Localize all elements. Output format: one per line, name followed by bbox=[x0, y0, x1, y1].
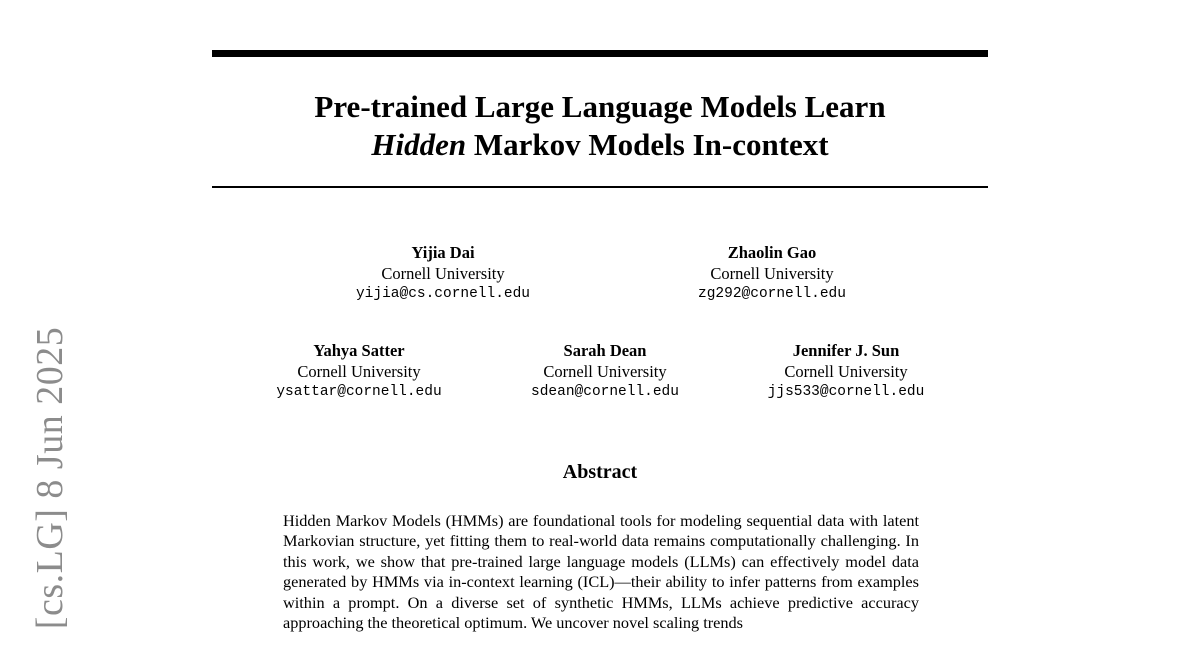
title-line-2-rest: Markov Models In-context bbox=[466, 127, 829, 162]
author-block bbox=[716, 340, 976, 403]
author-affiliation: Cornell University bbox=[297, 362, 421, 381]
author-name: Yijia Dai bbox=[411, 243, 475, 262]
title-top-rule bbox=[212, 50, 988, 57]
author-name: Sarah Dean bbox=[563, 341, 647, 360]
title-line-2 bbox=[212, 126, 988, 164]
author-affiliation: Cornell University bbox=[710, 264, 834, 283]
author-affiliation: Cornell University bbox=[784, 362, 908, 381]
author-email[interactable]: jjs533@cornell.edu bbox=[767, 384, 925, 400]
arxiv-stamp: [cs.LG] 8 Jun 2025 bbox=[29, 326, 71, 630]
author-name: Jennifer J. Sun bbox=[792, 341, 900, 360]
author-affiliation: Cornell University bbox=[543, 362, 667, 381]
author-email[interactable]: yijia@cs.cornell.edu bbox=[355, 286, 531, 302]
title-bottom-rule bbox=[212, 186, 988, 188]
author-block bbox=[642, 242, 902, 305]
author-email[interactable]: zg292@cornell.edu bbox=[698, 286, 846, 302]
abstract-text: Hidden Markov Models (HMMs) are foundational tools for modeling sequential data with latent Markovian structure, yet fitting them to real-world data remains computationally challenging. In this work, we show that pre-trained large language models (LLMs) can effectively model data generated by HMMs via in-context learning (ICL)—their ability to infer patterns from examples within a prompt. On a diverse set of synthetic HMMs, LLMs achieve predictive accuracy approaching the theoretical optimum. We uncover novel scaling trends bbox=[283, 511, 919, 633]
author-email[interactable]: ysattar@cornell.edu bbox=[276, 384, 442, 400]
title-italic-word: Hidden bbox=[371, 127, 467, 162]
author-block bbox=[475, 340, 735, 403]
author-block bbox=[313, 242, 573, 305]
author-block bbox=[229, 340, 489, 403]
title-line-1: Pre-trained Large Language Models Learn bbox=[314, 89, 886, 124]
paper-title bbox=[212, 88, 988, 164]
abstract-heading: Abstract bbox=[562, 461, 638, 483]
author-name: Yahya Satter bbox=[313, 341, 405, 360]
author-name: Zhaolin Gao bbox=[727, 243, 817, 262]
author-affiliation: Cornell University bbox=[381, 264, 505, 283]
author-email[interactable]: sdean@cornell.edu bbox=[531, 384, 679, 400]
